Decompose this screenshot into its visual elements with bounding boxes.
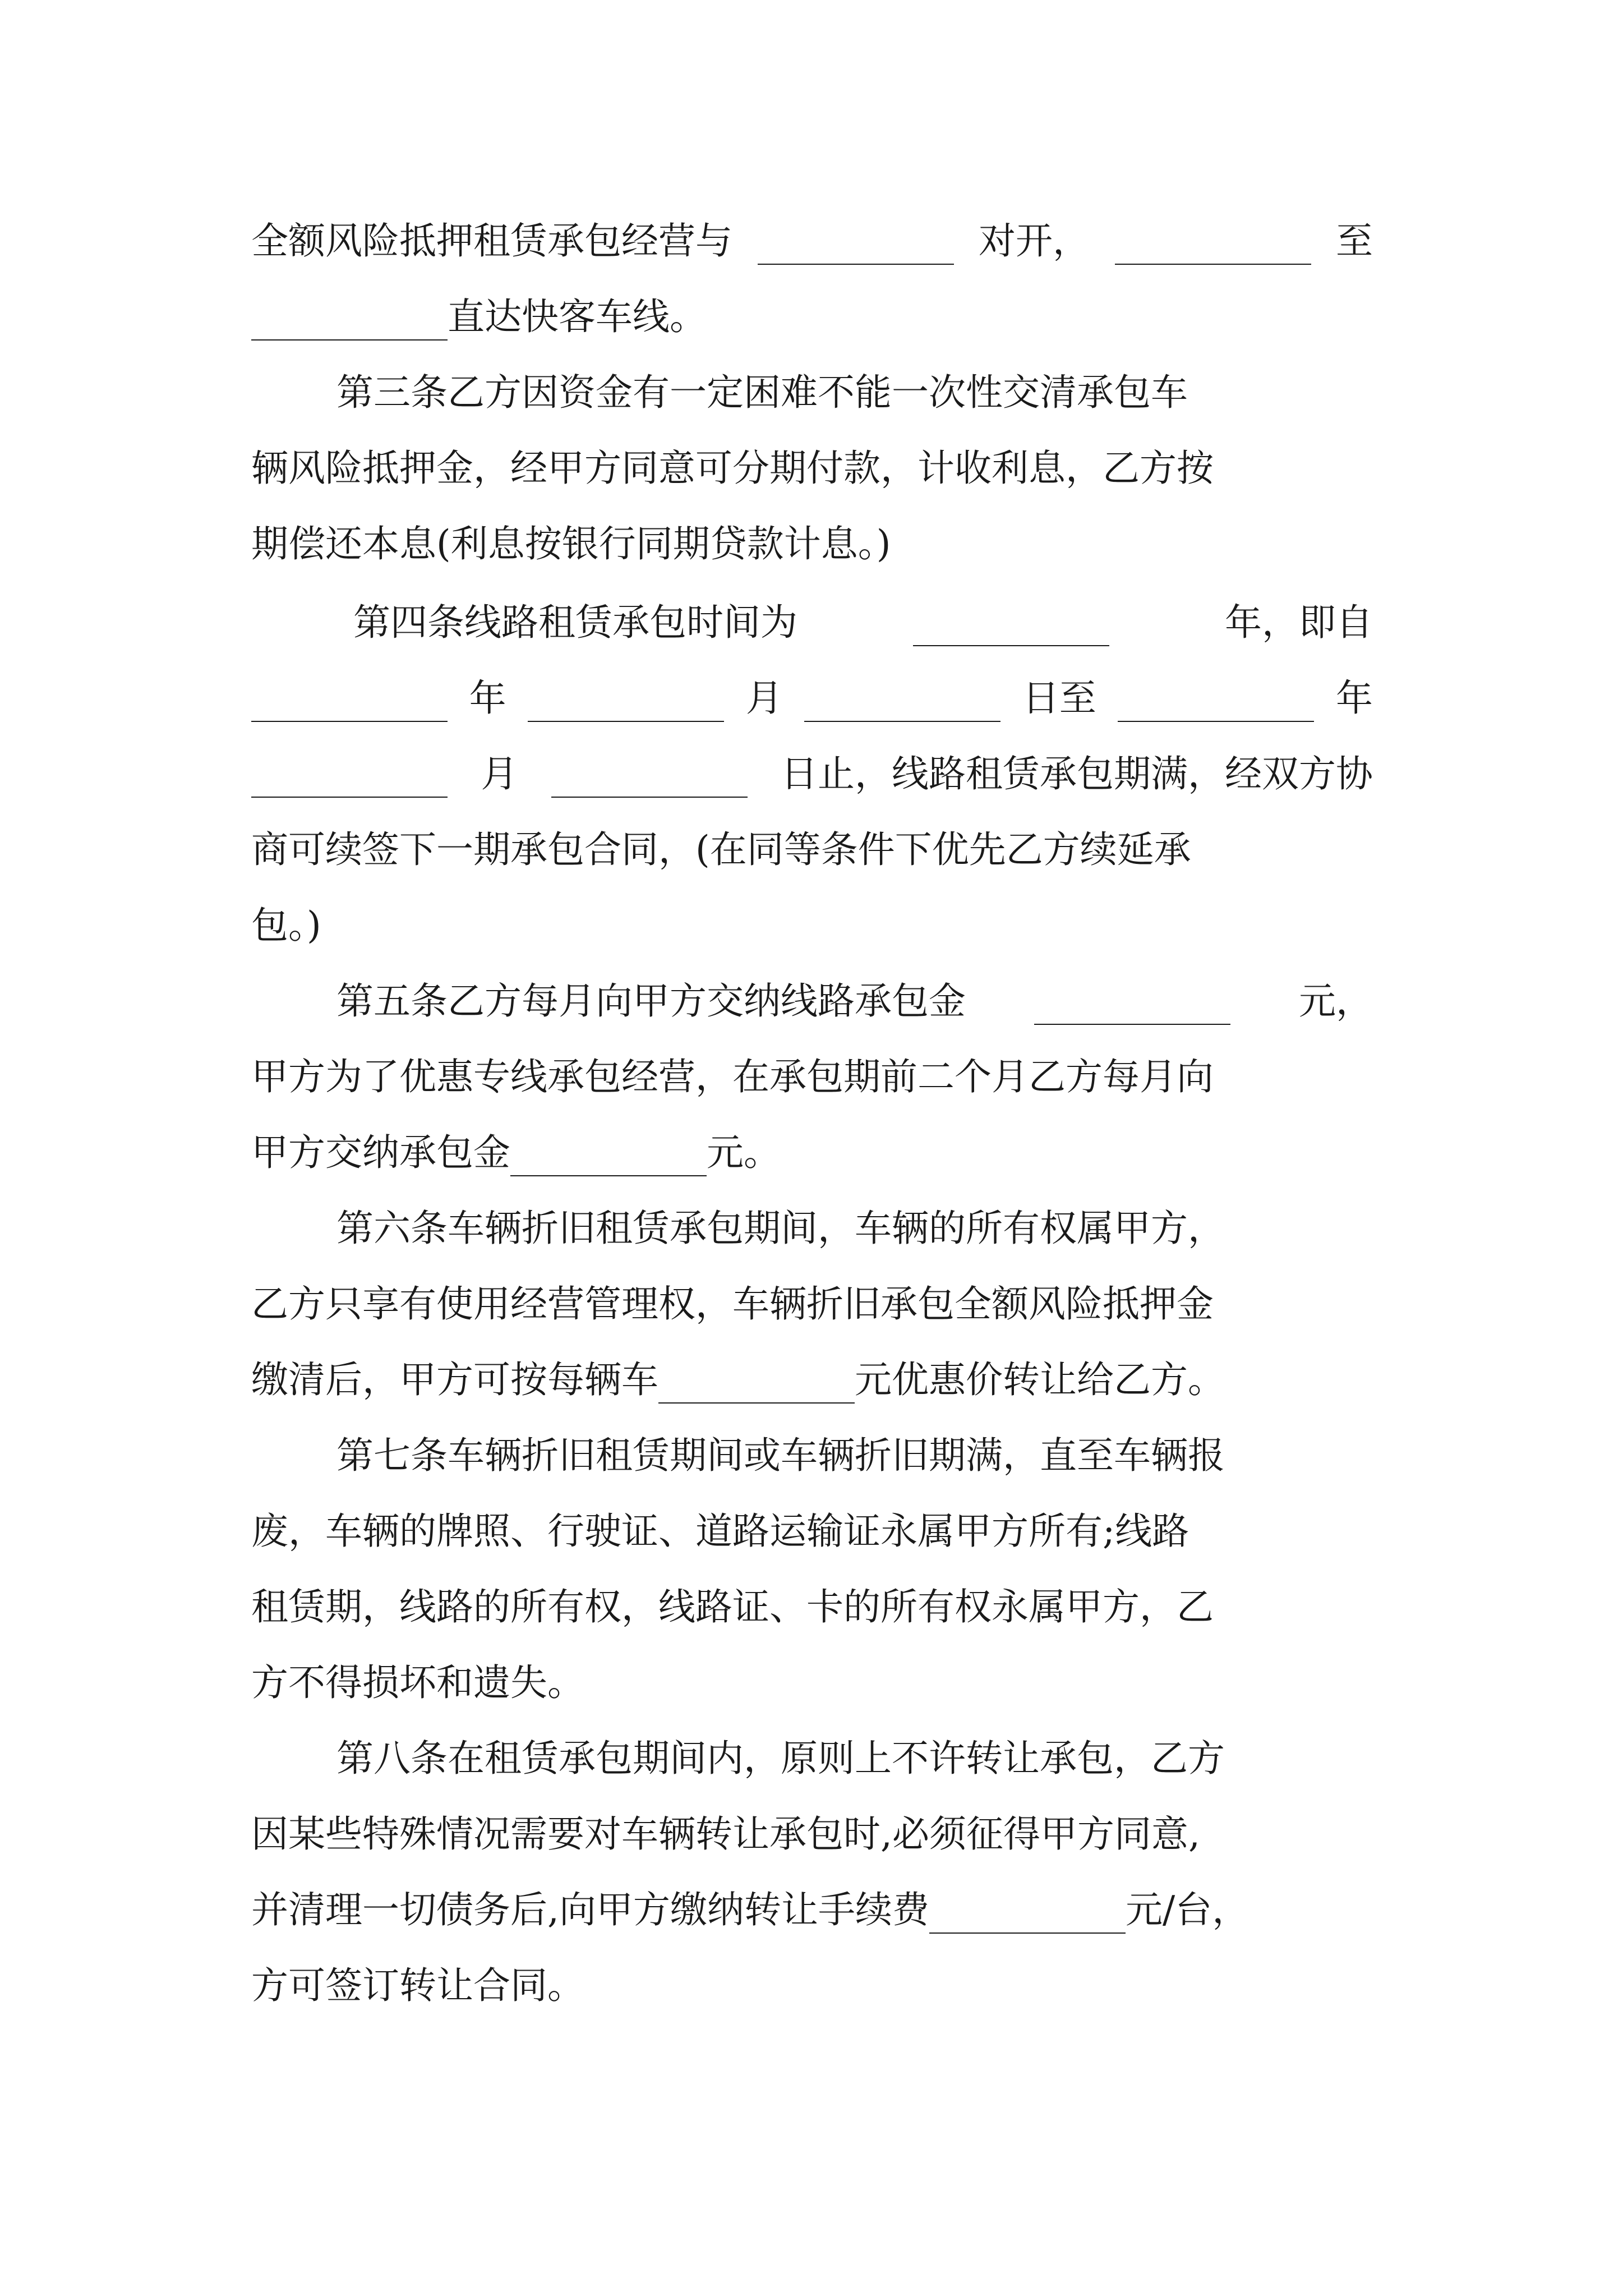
fill-in-blank (551, 762, 748, 798)
fill-in-blank (758, 229, 954, 265)
text-run: 包。) (251, 904, 321, 947)
text-run: 缴清后，甲方可按每辆车 (251, 1358, 658, 1401)
text-run: 方不得损坏和遗失。 (251, 1661, 584, 1704)
p5-line-3 (251, 1346, 1373, 1414)
text-run: 并清理一切债务后,向甲方缴纳转让手续费 (251, 1888, 929, 1931)
p4-line-1 (336, 968, 1373, 1035)
fill-in-blank (913, 610, 1109, 646)
text-run: 第六条车辆折旧租赁承包期间，车辆的所有权属甲方， (336, 1207, 1225, 1250)
fill-in-blank (251, 762, 448, 798)
p7-line-4 (251, 1952, 1373, 2019)
p6-line-3 (251, 1573, 1373, 1641)
text-run: 月 (745, 677, 783, 720)
fill-in-blank (510, 1140, 707, 1176)
text-run: 方可签订转让合同。 (251, 1964, 584, 2007)
text-run: 元/台， (1125, 1888, 1249, 1931)
p7-line-2 (251, 1801, 1373, 1868)
p6-line-1 (336, 1422, 1373, 1489)
text-run: 因某些特殊情况需要对车辆转让承包时,必须征得甲方同意, (251, 1812, 1200, 1856)
p7-line-3 (251, 1876, 1373, 1944)
p3-line-4 (251, 816, 1373, 884)
p3-line-2 (251, 665, 1373, 732)
text-run: 日止，线路租赁承包期满，经双方协 (780, 752, 1373, 795)
fill-in-blank (1034, 989, 1230, 1025)
p1-line-1 (251, 208, 1373, 275)
fill-in-blank (929, 1898, 1126, 1934)
text-run: 全额风险抵押租赁承包经营与 (251, 219, 732, 263)
p3-line-3 (251, 740, 1373, 808)
text-run: 商可续签下一期承包合同，(在同等条件下优先乙方续延承 (251, 828, 1191, 871)
text-run: 甲方为了优惠专线承包经营，在承包期前二个月乙方每月向 (251, 1055, 1214, 1098)
text-run: 月 (481, 752, 518, 795)
p1-line-2 (251, 283, 1373, 351)
fill-in-blank (251, 686, 448, 722)
fill-in-blank (804, 686, 1000, 722)
text-run: 第八条在租赁承包期间内，原则上不许转让承包，乙方 (336, 1737, 1225, 1780)
text-run: 辆风险抵押金，经甲方同意可分期付款，计收利息，乙方按 (251, 447, 1214, 490)
fill-in-blank (528, 686, 724, 722)
text-run: 对开， (979, 219, 1090, 263)
fill-in-blank (658, 1368, 855, 1404)
p3-line-5 (251, 892, 1373, 959)
text-run: 元。 (707, 1131, 781, 1174)
fill-in-blank (251, 305, 448, 341)
text-run: 第七条车辆折旧租赁期间或车辆折旧期满，直至车辆报 (336, 1434, 1225, 1477)
p4-line-2 (251, 1043, 1373, 1111)
text-run: 元优惠价转让给乙方。 (855, 1358, 1225, 1401)
fill-in-blank (1115, 229, 1311, 265)
text-run: 第五条乙方每月向甲方交纳线路承包金 (336, 979, 966, 1023)
p6-line-2 (251, 1498, 1373, 1565)
text-run: 元， (1299, 979, 1373, 1023)
p3-line-1 (353, 589, 1373, 656)
p5-line-2 (251, 1271, 1373, 1338)
text-run: 直达快客车线。 (448, 295, 707, 338)
p5-line-1 (336, 1195, 1373, 1262)
p7-line-1 (336, 1725, 1373, 1792)
text-run: 年，即自 (1225, 601, 1373, 644)
p2-line-1 (336, 359, 1373, 426)
text-run: 期偿还本息(利息按银行同期贷款计息。) (251, 522, 891, 565)
p6-line-4 (251, 1649, 1373, 1717)
text-run: 至 (1336, 219, 1373, 263)
text-run: 年 (1335, 677, 1373, 720)
text-run: 租赁期，线路的所有权，线路证、卡的所有权永属甲方，乙 (251, 1585, 1214, 1628)
text-run: 第三条乙方因资金有一定困难不能一次性交清承包车 (336, 371, 1188, 414)
p4-line-3 (251, 1119, 1373, 1186)
p2-line-3 (251, 510, 1373, 578)
p2-line-2 (251, 435, 1373, 502)
text-run: 乙方只享有使用经营管理权，车辆折旧承包全额风险抵押金 (251, 1282, 1214, 1326)
fill-in-blank (1118, 686, 1314, 722)
text-run: 废，车辆的牌照、行驶证、道路运输证永属甲方所有;线路 (251, 1510, 1189, 1553)
text-run: 甲方交纳承包金 (251, 1131, 510, 1174)
text-run: 年 (469, 677, 506, 720)
text-run: 第四条线路租赁承包时间为 (353, 601, 797, 644)
text-run: 日至 (1022, 677, 1096, 720)
